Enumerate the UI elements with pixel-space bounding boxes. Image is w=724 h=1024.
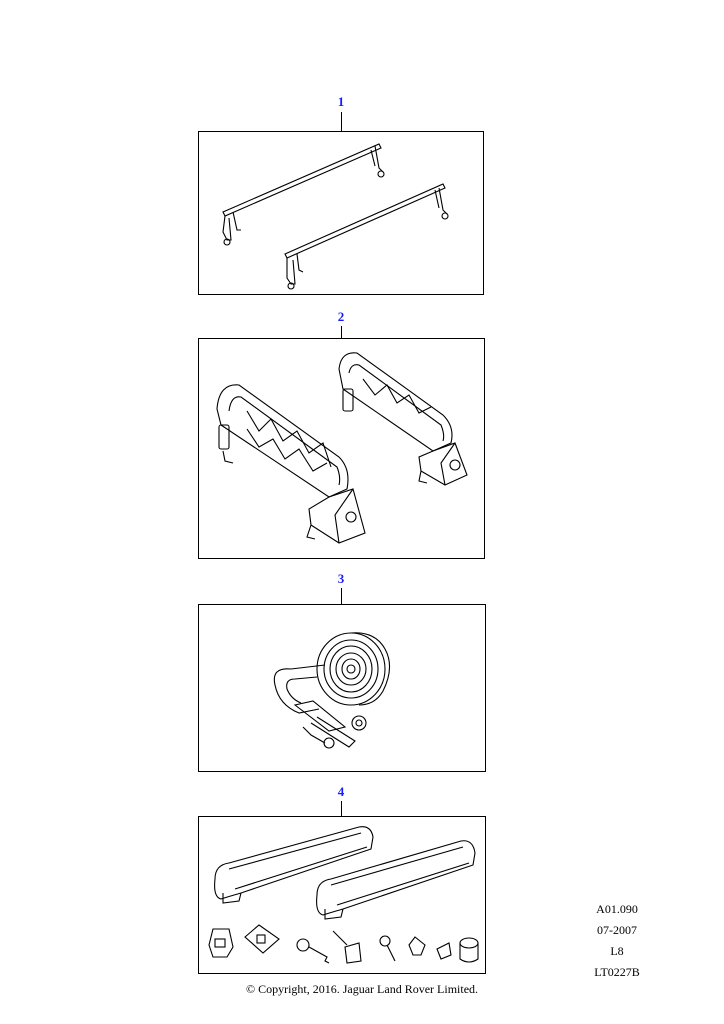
ski-carriers-illustration bbox=[199, 339, 484, 558]
reference-date: 07-2007 bbox=[597, 923, 637, 937]
model-code: L8 bbox=[610, 944, 624, 958]
leader-line-4 bbox=[341, 801, 342, 816]
panel-roof-bars[interactable] bbox=[198, 131, 484, 295]
leader-line-1 bbox=[341, 112, 342, 131]
ratchet-strap-illustration bbox=[199, 605, 485, 771]
callout-4[interactable]: 4 bbox=[337, 784, 345, 799]
reference-code: A01.090 bbox=[596, 902, 638, 916]
callout-3[interactable]: 3 bbox=[337, 571, 345, 586]
roof-bars-illustration bbox=[199, 132, 483, 294]
callout-2[interactable]: 2 bbox=[337, 309, 345, 324]
ski-carrier-kit-illustration bbox=[199, 817, 485, 973]
panel-ski-carrier-kit[interactable] bbox=[198, 816, 486, 974]
illustration-id: LT0227B bbox=[594, 965, 640, 979]
leader-line-2 bbox=[341, 326, 342, 338]
leader-line-3 bbox=[341, 588, 342, 604]
copyright-notice: © Copyright, 2016. Jaguar Land Rover Limited. bbox=[245, 982, 479, 996]
panel-ski-carriers[interactable] bbox=[198, 338, 485, 559]
callout-1[interactable]: 1 bbox=[337, 94, 345, 109]
panel-ratchet-strap[interactable] bbox=[198, 604, 486, 772]
